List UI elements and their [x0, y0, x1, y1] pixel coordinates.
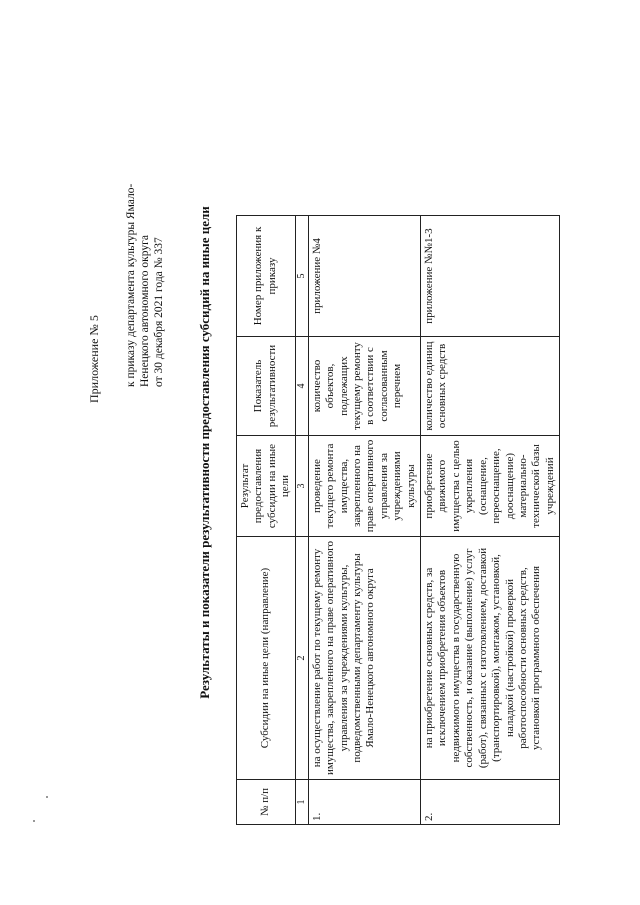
order-reference-line: к приказу департамента культуры Ямало- — [125, 183, 137, 387]
order-reference — [125, 184, 166, 387]
order-reference-line: от 30 декабря 2021 года № 337 — [152, 237, 165, 387]
header-cell: Номер приложения к приказу — [237, 216, 296, 337]
column-number-row — [295, 216, 308, 825]
scan-speck — [33, 820, 35, 822]
subsidy-table — [236, 215, 560, 825]
subsidy-result: приобретение движимого имущества с целью укрепления (оснащение, переоснащение, дооснащение) материально-технической базы учреждений — [421, 436, 560, 537]
header-cell: № п/п — [237, 780, 296, 825]
subsidy-direction: на приобретение основных средств, за исключением приобретения объектов недвижимого имущества в государственную собственность, и оказание (выполнение) услуг (работ), связанных с изготовлением, доставкой (транспортировкой), монтажом, установкой, наладкой (настройкой) проверкой работоспособности основных средств, установкой программного обеспечения — [421, 537, 560, 780]
column-number: 3 — [295, 436, 308, 537]
column-number: 5 — [295, 216, 308, 337]
row-number: 2. — [421, 780, 560, 825]
header-cell: Субсидии на иные цели (направление) — [237, 537, 296, 780]
subsidy-result: проведение текущего ремонта имущества, закрепленного на праве оперативного управления за учреждениями культуры — [308, 436, 420, 537]
order-reference-line: Ненецкого автономного округа — [138, 235, 151, 387]
appendix-number: приложение №4 — [308, 216, 420, 337]
column-number: 1 — [295, 780, 308, 825]
table-header-row — [237, 216, 296, 825]
performance-indicator: количество объектов, подлежащих текущему ремонту в соответствии с согласованным перечнем — [308, 337, 420, 436]
column-number: 2 — [295, 537, 308, 780]
table-row — [308, 216, 420, 825]
table-row — [421, 216, 560, 825]
document-heading: Результаты и показатели результативности предоставления субсидий на иные цели — [197, 206, 212, 699]
performance-indicator: количество единиц основных средств — [421, 337, 560, 436]
header-cell: Результат предоставления субсидии на иные цели — [237, 436, 296, 537]
appendix-title: Приложение № 5 — [87, 315, 101, 403]
scan-speck — [46, 796, 48, 798]
column-number: 4 — [295, 337, 308, 436]
appendix-number: приложение №№1-3 — [421, 216, 560, 337]
header-cell: Показатель результативности — [237, 337, 296, 436]
subsidy-direction: на осуществление работ по текущему ремонту имущества, закрепленного на праве оперативного управления за учреждениями культуры, подведомственными департаменту культуры Ямало-Ненецкого автономного округа — [308, 537, 420, 780]
row-number: 1. — [308, 780, 420, 825]
